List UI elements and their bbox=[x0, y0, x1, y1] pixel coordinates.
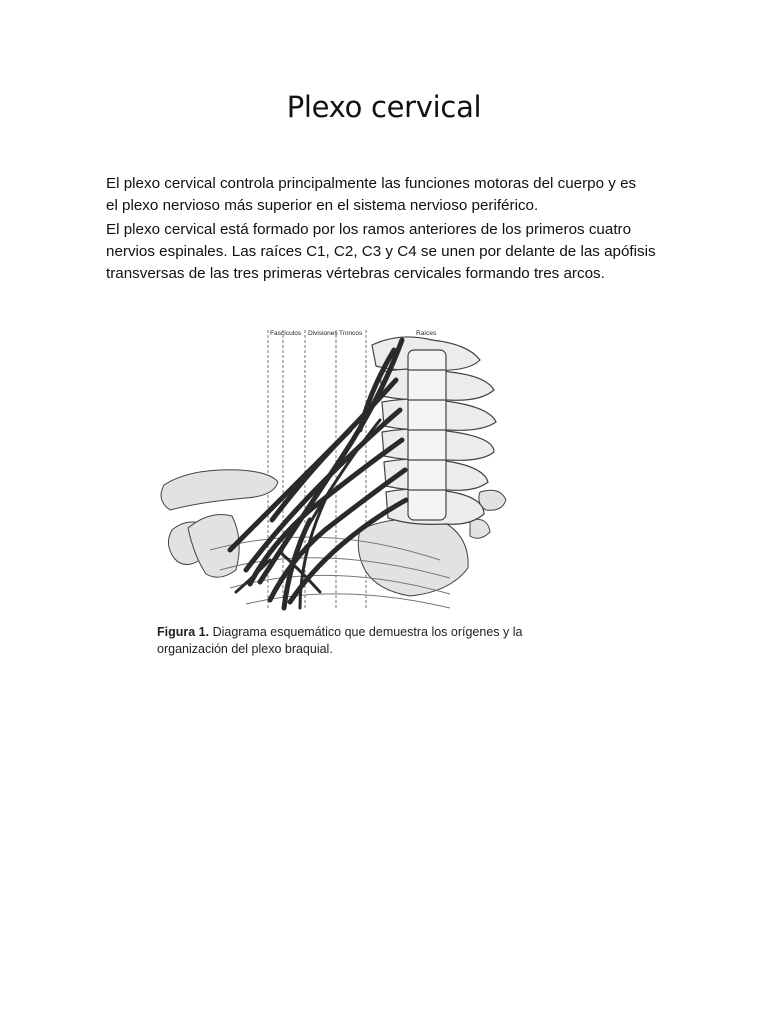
paragraph-line: El plexo cervical está formado por los ramos anteriores de los primeros cuatro bbox=[106, 221, 632, 238]
label-fasciculos: Fascículos bbox=[270, 330, 302, 337]
caption-line-1 bbox=[157, 624, 527, 641]
page-title: Plexo cervical bbox=[286, 90, 482, 124]
caption-line-2: organización del plexo braquial. bbox=[157, 642, 333, 656]
paragraph-line: el plexo nervioso más superior en el sistema nervioso periférico. bbox=[106, 197, 539, 214]
caption-text-1: Diagrama esquemático que demuestra los orígenes y la bbox=[212, 625, 523, 639]
paragraph-line: transversas de las tres primeras vértebras cervicales formando tres arcos. bbox=[106, 265, 605, 282]
label-raices: Raíces bbox=[416, 330, 437, 337]
paragraph-intro bbox=[106, 173, 666, 217]
label-troncos: Troncos bbox=[339, 330, 363, 337]
paragraph-formation bbox=[106, 219, 666, 285]
label-divisiones: Divisiones bbox=[308, 330, 338, 337]
paragraph-line: nervios espinales. Las raíces C1, C2, C3 y C4 se unen por delante de las apófisis bbox=[106, 243, 656, 260]
caption-label: Figura 1. bbox=[157, 625, 210, 639]
paragraph-line: El plexo cervical controla principalmente las funciones motoras del cuerpo y es bbox=[106, 175, 637, 192]
plexus-figure bbox=[150, 320, 520, 620]
figure-caption bbox=[157, 624, 527, 658]
plexus-illustration bbox=[150, 320, 520, 620]
